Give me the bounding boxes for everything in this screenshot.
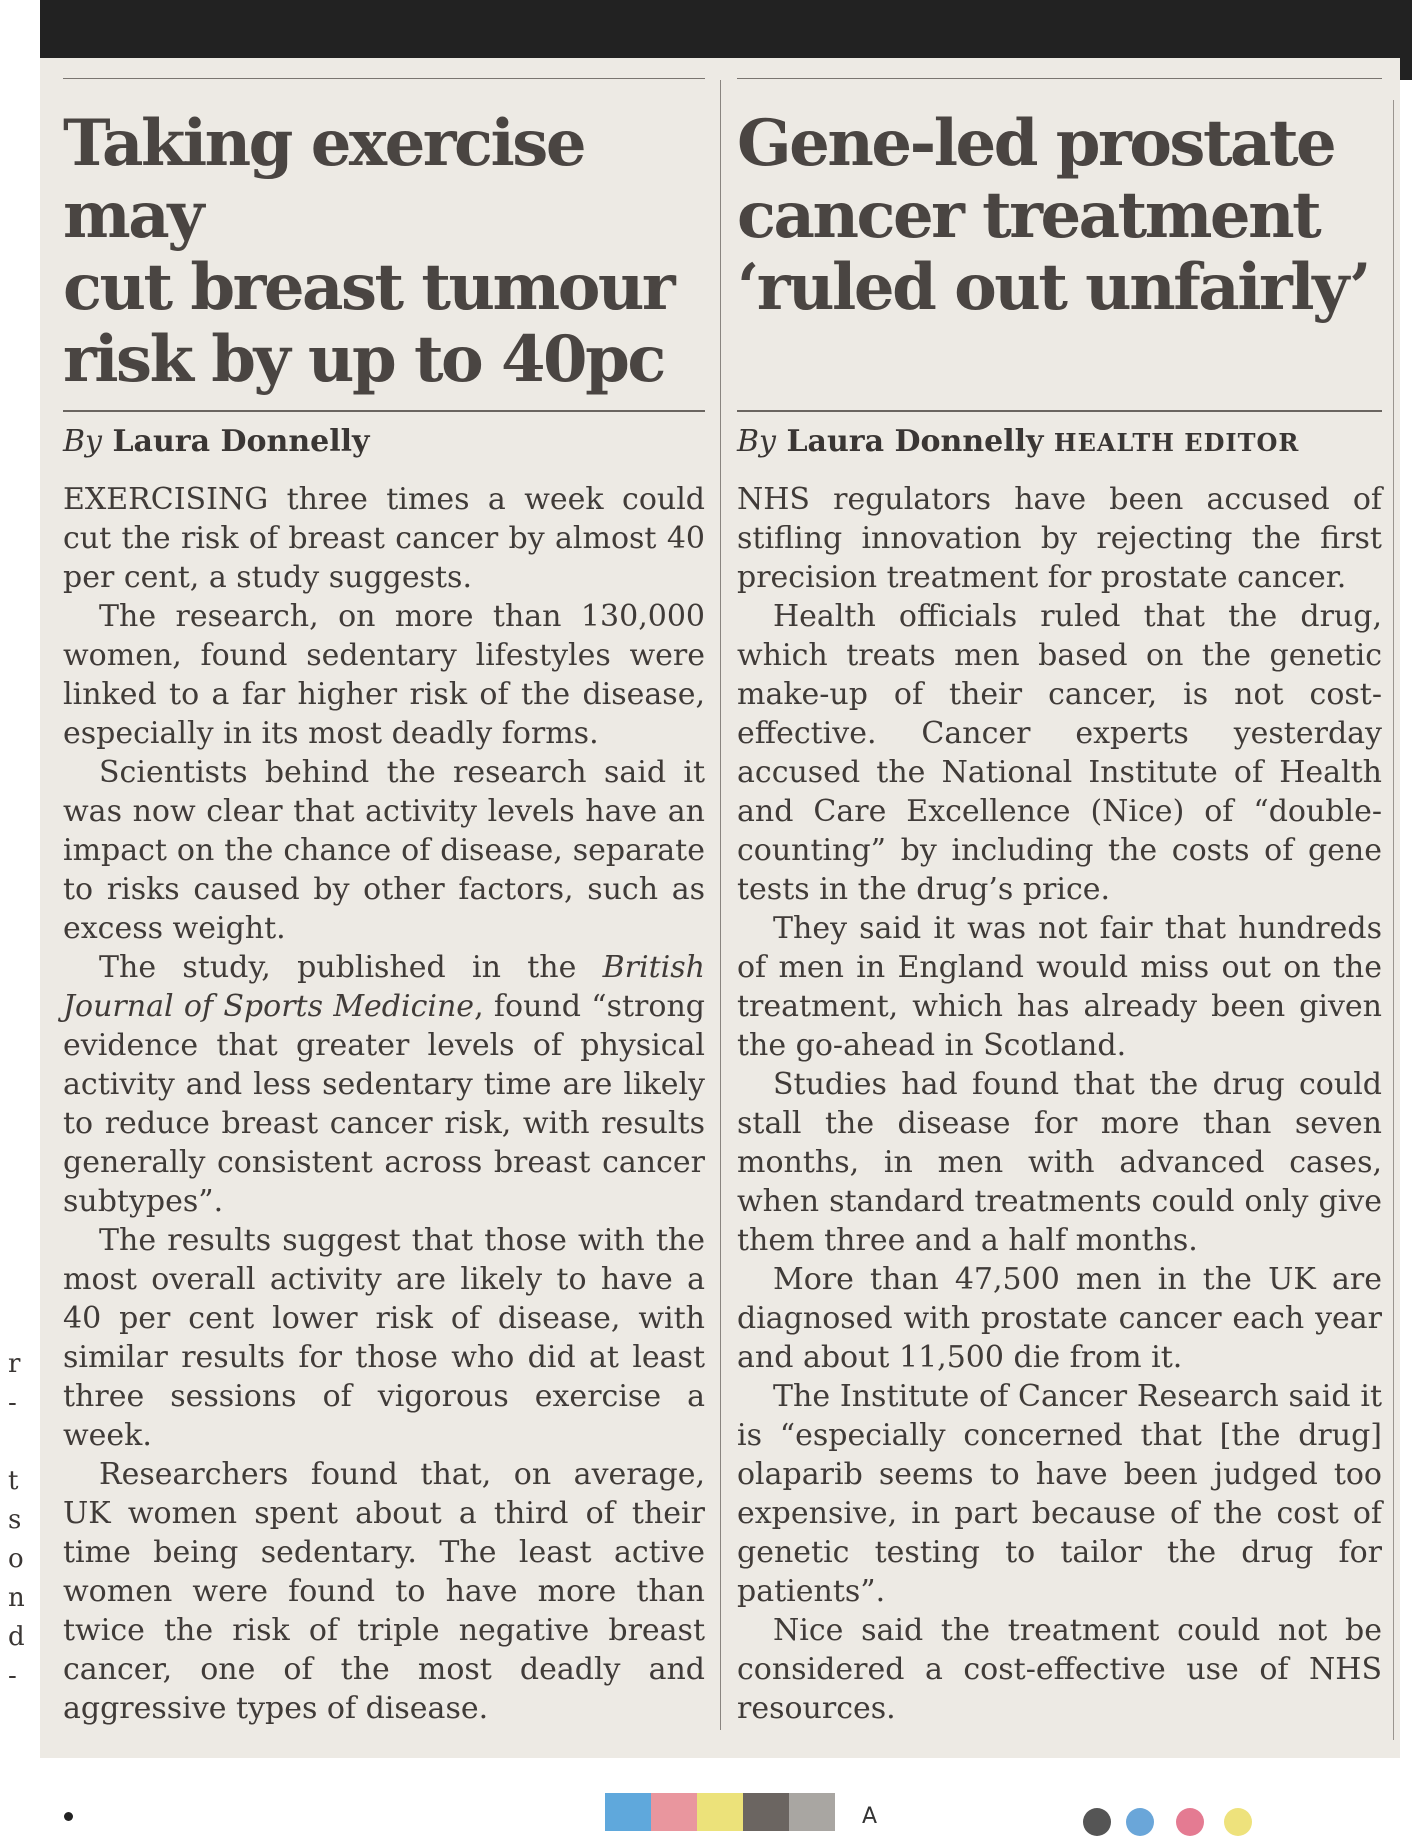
journal-title: British Journal of Sports Medicine bbox=[63, 950, 705, 1024]
article-paragraph: Health officials ruled that the drug, which treats men based on the genetic make-up of their cancer, is not cost-effective. Cancer experts yesterday accused the National Institute of Health and Care Excellence (Nice) of “double-counting” by including the costs of gene tests in the drug’s price. bbox=[737, 599, 1382, 907]
article-paragraph: NHS regulators have been accused of stifling innovation by rejecting the first precision treatment for prostate cancer. bbox=[737, 482, 1382, 595]
color-swatch bbox=[651, 1793, 697, 1831]
article-paragraph: More than 47,500 men in the UK are diagnosed with prostate cancer each year and about 11,500 die from it. bbox=[737, 1262, 1382, 1375]
color-swatch bbox=[605, 1793, 651, 1831]
top-rule bbox=[63, 78, 705, 79]
byline-author: Laura Donnelly bbox=[112, 424, 370, 459]
article-paragraph: They said it was not fair that hundreds of men in England would miss out on the treatment, which has already been given the go-ahead in Scotland. bbox=[737, 911, 1382, 1063]
column-edge-rule bbox=[1393, 100, 1394, 1740]
byline-prefix: By bbox=[737, 424, 776, 459]
headline-line: Taking exercise may bbox=[63, 106, 585, 253]
margin-fragment: o bbox=[8, 1544, 24, 1574]
article-paragraph: Researchers found that, on average, UK women spent about a third of their time being sedentary. The least active women were found to have more than twice the risk of triple negative breast cancer, one of the most deadly and aggressive types of disease. bbox=[63, 1457, 705, 1726]
color-swatch bbox=[789, 1793, 835, 1831]
margin-fragment: d bbox=[8, 1622, 25, 1652]
left-headline bbox=[63, 108, 705, 396]
registration-dot bbox=[1176, 1808, 1204, 1836]
color-swatch bbox=[743, 1793, 789, 1831]
registration-mark: A bbox=[862, 1804, 878, 1829]
headline-line: ‘ruled out unfairly’ bbox=[737, 250, 1369, 325]
color-swatch bbox=[697, 1793, 743, 1831]
article-paragraph: Nice said the treatment could not be considered a cost-effective use of NHS resources. bbox=[737, 1613, 1382, 1726]
headline-line: cut breast tumour bbox=[63, 250, 674, 325]
paragraph-text: The study, published in the bbox=[99, 950, 603, 985]
margin-fragment: - bbox=[8, 1661, 17, 1691]
margin-fragment: r bbox=[8, 1349, 21, 1379]
margin-fragment: - bbox=[8, 1388, 17, 1418]
byline-author: Laura Donnelly bbox=[786, 424, 1044, 459]
article-paragraph: The research, on more than 130,000 women, found sedentary lifestyles were linked to a far higher risk of the disease, especially in its most deadly forms. bbox=[63, 599, 705, 751]
right-article-body bbox=[737, 480, 1382, 1728]
headline-line: risk by up to 40pc bbox=[63, 322, 664, 397]
margin-fragment: n bbox=[8, 1583, 25, 1613]
article-paragraph: Studies had found that the drug could stall the disease for more than seven months, in men with advanced cases, when standard treatments could only give them three and a half months. bbox=[737, 1067, 1382, 1258]
registration-dot bbox=[1224, 1808, 1252, 1836]
byline-title: HEALTH EDITOR bbox=[1053, 428, 1300, 457]
article-paragraph: The Institute of Cancer Research said it is “especially concerned that [the drug] olaparib seems to have been judged too expensive, in part because of the cost of genetic testing to tailor the drug for patients”. bbox=[737, 1379, 1382, 1609]
article-paragraph bbox=[63, 480, 705, 597]
registration-dot bbox=[1083, 1808, 1111, 1836]
margin-fragment: t bbox=[8, 1466, 19, 1496]
registration-dot bbox=[1126, 1808, 1154, 1836]
margin-fragment: s bbox=[8, 1505, 22, 1535]
margin-fragments bbox=[8, 1345, 32, 1696]
print-dot bbox=[64, 1812, 73, 1821]
lead-word: EXERCISING bbox=[63, 482, 269, 517]
byline-prefix: By bbox=[63, 424, 102, 459]
column-divider bbox=[720, 80, 721, 1730]
paragraph-text: , found “strong evidence that greater levels of physical activity and less sedentary time are likely to reduce breast cancer risk, with results generally consistent across breast cancer subtypes”. bbox=[63, 989, 705, 1219]
paragraph-text: three times a week could cut the risk of breast cancer by almost 40 per cent, a study suggests. bbox=[63, 482, 705, 595]
top-rule bbox=[737, 78, 1382, 79]
left-byline bbox=[63, 412, 705, 472]
margin-fragment bbox=[8, 1423, 32, 1462]
left-article-body bbox=[63, 480, 705, 1728]
right-byline bbox=[737, 412, 1382, 473]
article-paragraph bbox=[63, 948, 705, 1221]
headline-line: cancer treatment bbox=[737, 178, 1320, 253]
article-paragraph: Scientists behind the research said it was now clear that activity levels have an impact on the chance of disease, separate to risks caused by other factors, such as excess weight. bbox=[63, 755, 705, 946]
article-paragraph: The results suggest that those with the most overall activity are likely to have a 40 per cent lower risk of disease, with similar results for those who did at least three sessions of vigorous exercise a week. bbox=[63, 1223, 705, 1453]
right-headline bbox=[737, 108, 1382, 324]
headline-line: Gene-led prostate bbox=[737, 106, 1335, 181]
